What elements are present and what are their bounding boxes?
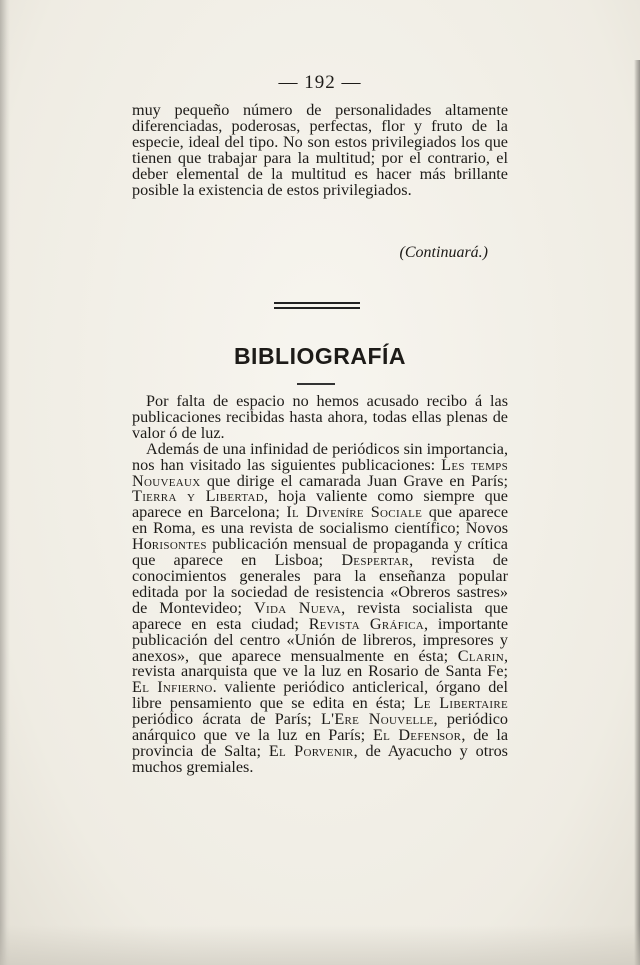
text-run: que dirige el camarada Juan Grave en París; [200, 471, 508, 490]
publication-name: Tierra y Libertad [132, 487, 265, 506]
text-run: que aparece en Roma, es una revista de socialismo científico; [132, 503, 509, 538]
publication-name: Le Libertaire [413, 694, 508, 713]
intro-block [132, 103, 508, 198]
bibliography-paragraph-2 [132, 439, 509, 776]
publication-name: Clarin [457, 646, 504, 665]
page-number: — 192 — [278, 72, 362, 93]
text-run: , revista socialista que aparece en esta ciudad; [132, 598, 508, 633]
continued-note: (Continuará.) [399, 244, 488, 261]
section-divider [274, 301, 360, 310]
page-edge-left [0, 0, 10, 965]
publication-name: El Infierno [132, 678, 213, 697]
text-run: , hoja valiente como siempre que aparece en Barcelona; [132, 487, 508, 522]
text-run: Además de una infinidad de periódicos sin importancia, nos han visitado las siguientes publicaciones: [132, 439, 508, 474]
publication-name: Il Diveníre Sociale [286, 503, 423, 522]
section-title: BIBLIOGRAFÍA [233, 343, 407, 369]
text-run: periódico ácrata de París; [132, 710, 321, 729]
publication-name: El Porvenir [268, 741, 354, 760]
page-edge-right [634, 60, 640, 965]
text-run: , revista de conocimientos generales para la enseñanza popular editada por la sociedad de resistencia «Obreros sastres» de Montevideo; [132, 551, 508, 617]
text-run: , de Ayacucho y otros muchos gremiales. [132, 741, 508, 776]
publication-name: Vida Nueva [254, 598, 342, 617]
text-run: publicación mensual de propaganda y crítica que aparece en Lisboa; [132, 535, 508, 570]
publication-name: Les temps Nouveaux [132, 455, 508, 490]
text-run: , de la provincia de Salta; [132, 726, 509, 760]
publication-name: L'Ere Nouvelle [320, 710, 434, 729]
publication-name: Despertar [341, 551, 410, 570]
publication-name: Revista Gráfica [308, 614, 425, 633]
publication-name: risontes [151, 535, 207, 554]
bibliography-block [132, 394, 508, 776]
page-edge-bottom [0, 925, 640, 965]
bibliography-paragraph-1: Por falta de espacio no hemos acusado recibo á las publicaciones recibidas hasta ahora, todas ellas plenas de valor ó de luz. [132, 392, 508, 442]
divider-line-bottom [274, 307, 360, 309]
text-run: , revista anarquista que ve la luz en Rosario de Santa Fe; [132, 646, 508, 681]
text-run: , importante publicación del centro «Unión de libreros, impresores y anexos», que aparece mensualmente en ésta; [132, 614, 509, 665]
title-rule [297, 383, 335, 385]
publication-name: Novos Ho [132, 519, 508, 554]
intro-paragraph: muy pequeño número de personalidades altamente diferenciadas, poderosas, perfectas, flor y fruto de la especie, ideal del tipo. No son estos privilegiados los que tienen que trabajar para la multitud; por el contrario, el deber elemental de la multitud es hacer más brillante posible la existencia de estos privilegiados. [132, 101, 508, 199]
publication-name: El Defensor [372, 726, 462, 745]
text-run: . valiente periódico anticlerical, órgano del libre pensamiento que se edita en ésta; [132, 678, 508, 713]
divider-line-top [274, 302, 360, 304]
text-run: , periódico anárquico que ve la luz en París; [132, 710, 508, 745]
